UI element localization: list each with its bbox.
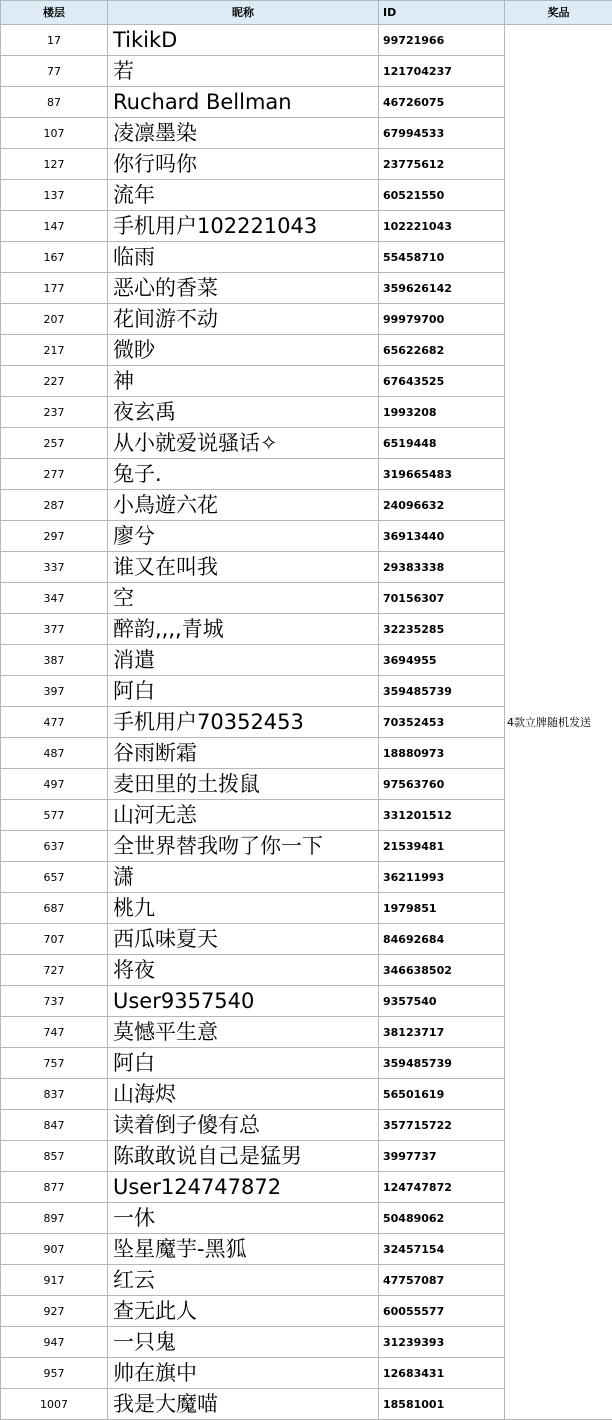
floor-cell: 257: [1, 428, 108, 459]
id-cell: 319665483: [379, 459, 505, 490]
nickname-cell: TikikD: [108, 25, 379, 56]
nickname-cell: 坠星魔芋-黑狐: [108, 1234, 379, 1265]
id-cell: 47757087: [379, 1265, 505, 1296]
floor-cell: 237: [1, 397, 108, 428]
id-cell: 50489062: [379, 1203, 505, 1234]
floor-cell: 757: [1, 1048, 108, 1079]
id-cell: 359626142: [379, 273, 505, 304]
id-cell: 1979851: [379, 893, 505, 924]
nickname-cell: 空: [108, 583, 379, 614]
nickname-cell: Ruchard Bellman: [108, 87, 379, 118]
nickname-cell: 消遣: [108, 645, 379, 676]
nickname-cell: 小鳥遊六花: [108, 490, 379, 521]
floor-cell: 297: [1, 521, 108, 552]
floor-cell: 147: [1, 211, 108, 242]
id-cell: 23775612: [379, 149, 505, 180]
nickname-cell: 莫憾平生意: [108, 1017, 379, 1048]
floor-cell: 77: [1, 56, 108, 87]
nickname-cell: 手机用户102221043: [108, 211, 379, 242]
floor-cell: 477: [1, 707, 108, 738]
floor-cell: 707: [1, 924, 108, 955]
nickname-cell: 麦田里的土拨鼠: [108, 769, 379, 800]
floor-cell: 127: [1, 149, 108, 180]
id-cell: 60055577: [379, 1296, 505, 1327]
floor-cell: 737: [1, 986, 108, 1017]
nickname-cell: 花间游不动: [108, 304, 379, 335]
floor-cell: 387: [1, 645, 108, 676]
id-cell: 36211993: [379, 862, 505, 893]
id-cell: 70352453: [379, 707, 505, 738]
id-cell: 67994533: [379, 118, 505, 149]
id-cell: 3997737: [379, 1141, 505, 1172]
floor-cell: 487: [1, 738, 108, 769]
floor-cell: 87: [1, 87, 108, 118]
nickname-cell: User9357540: [108, 986, 379, 1017]
floor-cell: 927: [1, 1296, 108, 1327]
id-cell: 32457154: [379, 1234, 505, 1265]
id-cell: 18581001: [379, 1389, 505, 1420]
nickname-cell: 醉韵,,,,青城: [108, 614, 379, 645]
floor-cell: 947: [1, 1327, 108, 1358]
id-cell: 6519448: [379, 428, 505, 459]
id-cell: 359485739: [379, 1048, 505, 1079]
id-cell: 55458710: [379, 242, 505, 273]
nickname-cell: 山河无恙: [108, 800, 379, 831]
floor-cell: 277: [1, 459, 108, 490]
nickname-cell: 潇: [108, 862, 379, 893]
id-cell: 21539481: [379, 831, 505, 862]
floor-cell: 377: [1, 614, 108, 645]
nickname-cell: 廖兮: [108, 521, 379, 552]
floor-cell: 657: [1, 862, 108, 893]
id-cell: 32235285: [379, 614, 505, 645]
floor-cell: 347: [1, 583, 108, 614]
id-cell: 331201512: [379, 800, 505, 831]
nickname-cell: 若: [108, 56, 379, 87]
nickname-cell: 一休: [108, 1203, 379, 1234]
floor-cell: 217: [1, 335, 108, 366]
id-cell: 24096632: [379, 490, 505, 521]
id-cell: 1993208: [379, 397, 505, 428]
header-floor: 楼层: [1, 1, 108, 25]
header-nickname: 昵称: [108, 1, 379, 25]
id-cell: 56501619: [379, 1079, 505, 1110]
floor-cell: 727: [1, 955, 108, 986]
header-row: [1, 1, 612, 25]
id-cell: 99721966: [379, 25, 505, 56]
nickname-cell: 从小就爱说骚话✧: [108, 428, 379, 459]
id-cell: 12683431: [379, 1358, 505, 1389]
id-cell: 70156307: [379, 583, 505, 614]
nickname-cell: 一只鬼: [108, 1327, 379, 1358]
nickname-cell: 读着倒子傻有总: [108, 1110, 379, 1141]
floor-cell: 17: [1, 25, 108, 56]
nickname-cell: 你行吗你: [108, 149, 379, 180]
floor-cell: 877: [1, 1172, 108, 1203]
floor-cell: 107: [1, 118, 108, 149]
id-cell: 29383338: [379, 552, 505, 583]
nickname-cell: 陈敢敢说自己是猛男: [108, 1141, 379, 1172]
nickname-cell: 恶心的香菜: [108, 273, 379, 304]
nickname-cell: 全世界替我吻了你一下: [108, 831, 379, 862]
id-cell: 346638502: [379, 955, 505, 986]
nickname-cell: 桃九: [108, 893, 379, 924]
floor-cell: 177: [1, 273, 108, 304]
floor-cell: 137: [1, 180, 108, 211]
prize-cell: 4款立牌随机发送: [505, 25, 612, 1420]
floor-cell: 847: [1, 1110, 108, 1141]
header-prize: 奖品: [505, 1, 612, 25]
nickname-cell: 谁又在叫我: [108, 552, 379, 583]
floor-cell: 207: [1, 304, 108, 335]
floor-cell: 907: [1, 1234, 108, 1265]
id-cell: 9357540: [379, 986, 505, 1017]
floor-cell: 167: [1, 242, 108, 273]
floor-cell: 497: [1, 769, 108, 800]
id-cell: 46726075: [379, 87, 505, 118]
nickname-cell: 山海烬: [108, 1079, 379, 1110]
id-cell: 84692684: [379, 924, 505, 955]
floor-cell: 837: [1, 1079, 108, 1110]
floor-cell: 747: [1, 1017, 108, 1048]
floor-cell: 1007: [1, 1389, 108, 1420]
nickname-cell: 流年: [108, 180, 379, 211]
id-cell: 67643525: [379, 366, 505, 397]
floor-cell: 577: [1, 800, 108, 831]
floor-cell: 687: [1, 893, 108, 924]
id-cell: 3694955: [379, 645, 505, 676]
floor-cell: 957: [1, 1358, 108, 1389]
floor-cell: 857: [1, 1141, 108, 1172]
id-cell: 357715722: [379, 1110, 505, 1141]
id-cell: 121704237: [379, 56, 505, 87]
nickname-cell: 手机用户70352453: [108, 707, 379, 738]
nickname-cell: 查无此人: [108, 1296, 379, 1327]
id-cell: 102221043: [379, 211, 505, 242]
nickname-cell: 凌凛墨染: [108, 118, 379, 149]
id-cell: 359485739: [379, 676, 505, 707]
nickname-cell: 西瓜味夏天: [108, 924, 379, 955]
id-cell: 124747872: [379, 1172, 505, 1203]
floor-cell: 897: [1, 1203, 108, 1234]
nickname-cell: User124747872: [108, 1172, 379, 1203]
floor-cell: 637: [1, 831, 108, 862]
nickname-cell: 红云: [108, 1265, 379, 1296]
id-cell: 65622682: [379, 335, 505, 366]
id-cell: 97563760: [379, 769, 505, 800]
floor-cell: 337: [1, 552, 108, 583]
id-cell: 18880973: [379, 738, 505, 769]
id-cell: 99979700: [379, 304, 505, 335]
nickname-cell: 帅在旗中: [108, 1358, 379, 1389]
floor-cell: 227: [1, 366, 108, 397]
nickname-cell: 我是大魔喵: [108, 1389, 379, 1420]
nickname-cell: 微眇: [108, 335, 379, 366]
floor-cell: 397: [1, 676, 108, 707]
nickname-cell: 夜玄禹: [108, 397, 379, 428]
nickname-cell: 临雨: [108, 242, 379, 273]
nickname-cell: 兔子.: [108, 459, 379, 490]
nickname-cell: 将夜: [108, 955, 379, 986]
floor-cell: 917: [1, 1265, 108, 1296]
table-body: [1, 25, 612, 1420]
id-cell: 60521550: [379, 180, 505, 211]
id-cell: 38123717: [379, 1017, 505, 1048]
table-row: [1, 25, 612, 56]
nickname-cell: 神: [108, 366, 379, 397]
nickname-cell: 阿白: [108, 1048, 379, 1079]
nickname-cell: 谷雨断霜: [108, 738, 379, 769]
id-cell: 36913440: [379, 521, 505, 552]
id-cell: 31239393: [379, 1327, 505, 1358]
nickname-cell: 阿白: [108, 676, 379, 707]
header-id: ID: [379, 1, 505, 25]
floor-cell: 287: [1, 490, 108, 521]
